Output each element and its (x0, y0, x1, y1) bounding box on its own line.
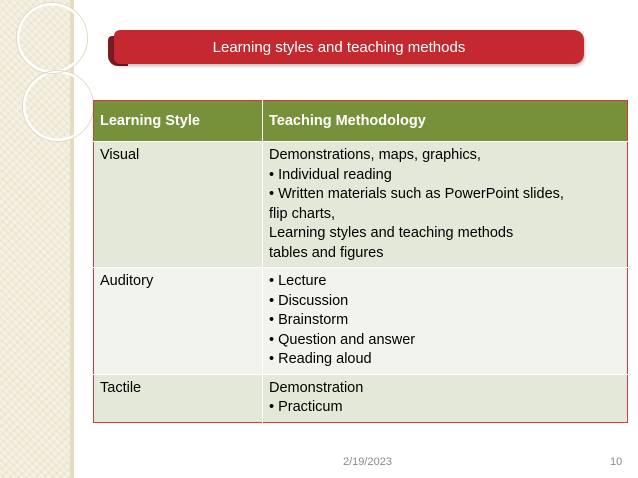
slide-title: Learning styles and teaching methods (212, 38, 466, 56)
learning-styles-table (93, 100, 628, 423)
methodology-line: • Question and answer (269, 331, 416, 348)
methodology-line: • Reading aloud (269, 351, 372, 367)
title-banner (108, 28, 584, 74)
table-header-row (94, 101, 628, 142)
methodology-line: • Discussion (269, 292, 349, 309)
slide-date: 2/19/2023 (343, 456, 392, 468)
methodology-line: Demonstration (269, 379, 364, 396)
style-cell-tactile: Tactile (94, 374, 263, 422)
methodology-line: flip charts, (269, 205, 336, 222)
banner-ribbon (114, 30, 584, 64)
methodology-cell-tactile (263, 374, 628, 422)
methodology-line: • Brainstorm (269, 312, 349, 328)
methodology-line: tables and figures (269, 244, 384, 261)
header-teaching-methodology: Teaching Methodology (263, 101, 628, 142)
style-cell-visual: Visual (94, 142, 263, 268)
methodology-line: • Written materials such as PowerPoint slides, (269, 186, 564, 202)
methodology-cell-auditory (263, 268, 628, 375)
table-row (94, 142, 628, 268)
table-row (94, 268, 628, 375)
methodology-line: Learning styles and teaching methods (269, 225, 514, 241)
table-row (94, 374, 628, 422)
methodology-line: • Individual reading (269, 166, 392, 183)
methodology-line: • Lecture (269, 273, 327, 289)
methodology-line: • Practicum (269, 399, 343, 415)
style-cell-auditory: Auditory (94, 268, 263, 375)
slide-page-number: 10 (610, 456, 623, 468)
header-learning-style: Learning Style (94, 101, 263, 142)
methodology-cell-visual (263, 142, 628, 268)
methodology-line: Demonstrations, maps, graphics, (269, 147, 481, 163)
